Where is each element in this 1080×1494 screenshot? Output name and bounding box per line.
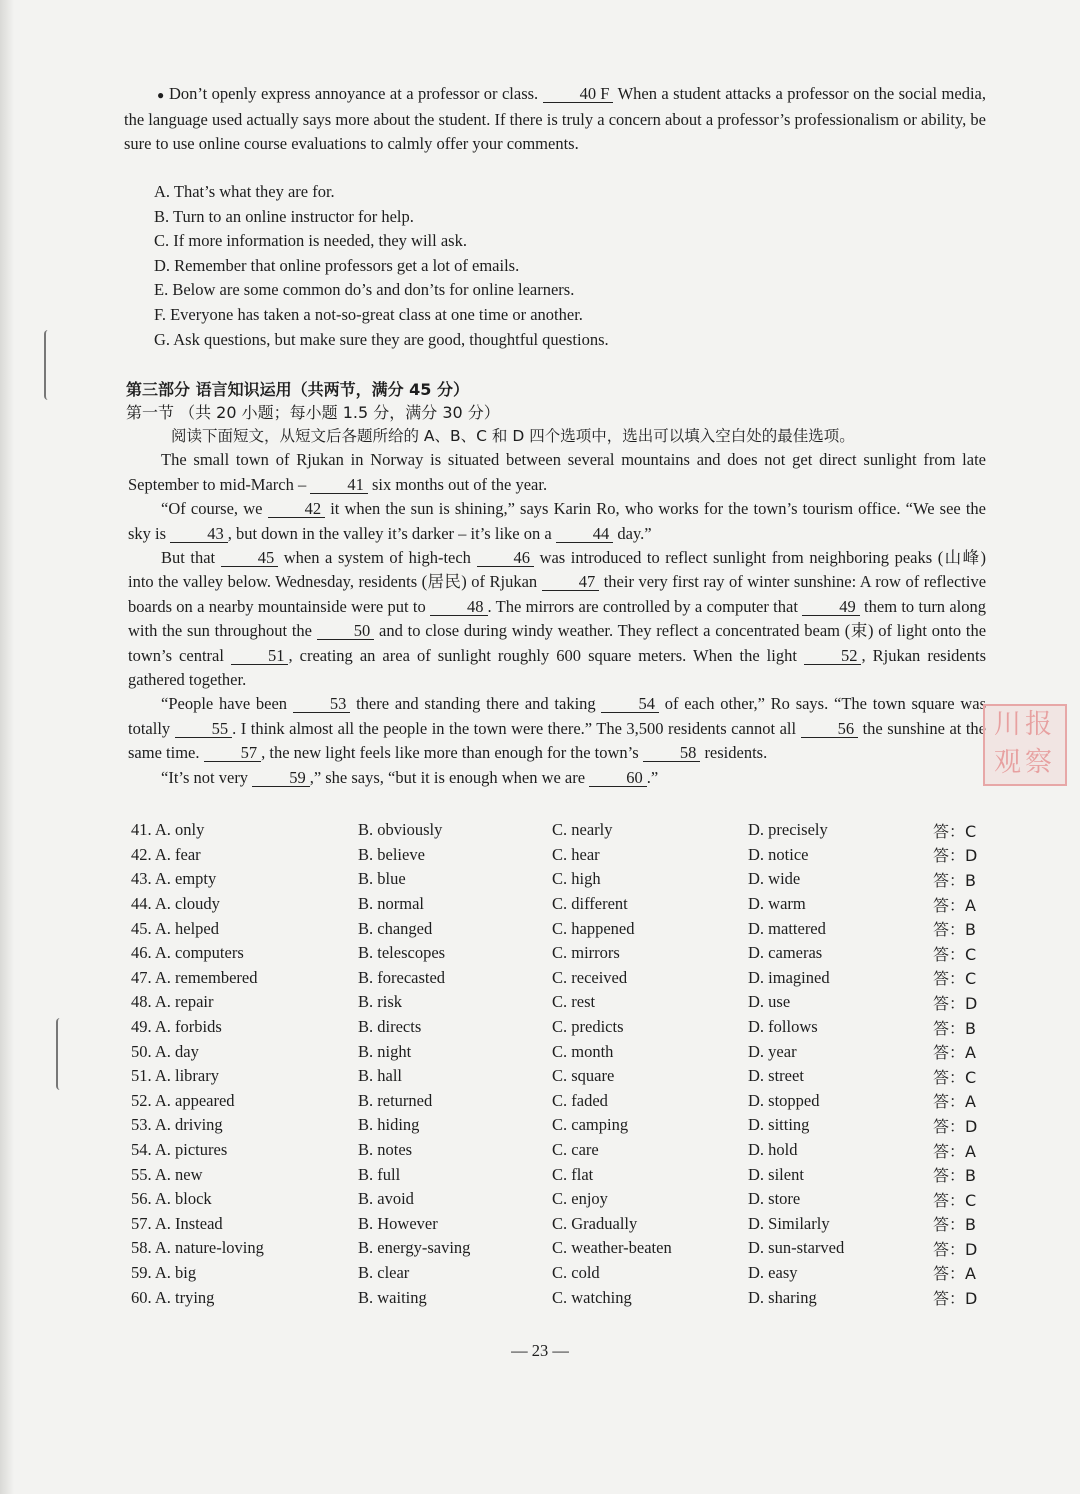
option-b: B. returned xyxy=(358,1090,433,1110)
answer-label: 答：A xyxy=(933,1092,976,1112)
blank-42: 42 xyxy=(268,500,326,518)
option-b: B. night xyxy=(358,1041,412,1061)
blank-53: 53 xyxy=(293,695,351,713)
blank-49: 49 xyxy=(802,598,860,616)
blank-47: 47 xyxy=(542,573,600,591)
blank-52: 52 xyxy=(804,647,862,665)
watermark-stamp: 川报观察 xyxy=(983,704,1067,786)
instruction: 阅读下面短文，从短文后各题所给的 A、B、C 和 D 四个选项中，选出可以填入空白处的最佳选项。 xyxy=(171,427,855,445)
option-item: F. Everyone has taken a not-so-great class at one time or another. xyxy=(154,304,583,324)
blank-54: 54 xyxy=(601,695,659,713)
option-d: D. use xyxy=(748,992,791,1012)
option-b: B. avoid xyxy=(358,1189,414,1209)
option-d: D. cameras xyxy=(748,943,823,963)
answer-label: 答：B xyxy=(933,920,976,940)
option-a: 50. A. day xyxy=(131,1041,199,1061)
question-row xyxy=(131,966,991,991)
option-d: D. store xyxy=(748,1189,801,1209)
question-row xyxy=(131,1113,991,1138)
answer-label: 答：D xyxy=(933,1289,978,1309)
option-a: 60. A. trying xyxy=(131,1287,215,1307)
option-b: B. forecasted xyxy=(358,967,446,987)
question-row xyxy=(131,867,991,892)
margin-mark xyxy=(44,330,52,400)
question-row xyxy=(131,1187,991,1212)
blank-41: 41 xyxy=(310,476,368,494)
option-c: C. happened xyxy=(552,918,635,938)
blank-60: 60 xyxy=(589,769,647,787)
option-c: C. watching xyxy=(552,1287,632,1307)
option-d: D. Similarly xyxy=(748,1213,830,1233)
option-a: 58. A. nature-loving xyxy=(131,1238,264,1258)
blank-56: 56 xyxy=(801,720,859,738)
option-a: 59. A. big xyxy=(131,1262,197,1282)
passage-paragraph: “It’s not very 59 ,” she says, “but it is enough when we are 60 .” xyxy=(161,767,659,787)
option-item: A. That’s what they are for. xyxy=(154,182,335,201)
option-d: D. sitting xyxy=(748,1115,810,1135)
option-c: C. predicts xyxy=(552,1017,624,1037)
question-row xyxy=(131,1162,991,1187)
option-a: 56. A. block xyxy=(131,1189,212,1209)
option-c: C. month xyxy=(552,1041,614,1061)
option-a: 49. A. forbids xyxy=(131,1017,222,1037)
blank-59: 59 xyxy=(252,769,310,787)
option-a: 53. A. driving xyxy=(131,1115,223,1135)
part-title: 第三部分 语言知识运用（共两节，满分 45 分） xyxy=(126,380,469,399)
part-three-heading xyxy=(126,378,500,424)
option-b: B. energy-saving xyxy=(358,1238,471,1258)
option-a: 46. A. computers xyxy=(131,943,244,963)
answer-label: 答：C xyxy=(933,1190,977,1210)
option-d: D. year xyxy=(748,1041,797,1061)
option-d: D. notice xyxy=(748,844,809,864)
option-item: B. Turn to an online instructor for help. xyxy=(154,206,414,226)
option-item: C. If more information is needed, they will ask. xyxy=(154,231,467,251)
blank-57: 57 xyxy=(204,744,262,762)
option-c: C. Gradually xyxy=(552,1213,638,1233)
option-d: D. wide xyxy=(748,869,801,889)
answer-label: 答：C xyxy=(933,821,977,841)
option-d: D. silent xyxy=(748,1164,804,1184)
option-d: D. stopped xyxy=(748,1090,820,1110)
option-c: C. received xyxy=(552,967,628,987)
option-a: 51. A. library xyxy=(131,1066,219,1086)
option-d: D. warm xyxy=(748,894,806,914)
question-row xyxy=(131,1285,991,1310)
passage-paragraph: “People have been 53 there and standing there and taking 54 of each other,” Ro says. “The town square was totally 55 . I think almost all the people in the town were there.” The 3,500 residents cannot all 56 the sunshine at the same time. 57 , the new light feels like more than enough for the town’s 58 residents. xyxy=(128,694,986,763)
option-b: B. telescopes xyxy=(358,943,446,963)
option-c: C. mirrors xyxy=(552,943,620,963)
option-a: 41. A. only xyxy=(131,820,205,840)
option-item: G. Ask questions, but make sure they are good, thoughtful questions. xyxy=(154,329,609,349)
option-item: E. Below are some common do’s and don’ts for online learners. xyxy=(154,280,575,300)
option-c: C. faded xyxy=(552,1090,608,1110)
option-a: 45. A. helped xyxy=(131,918,219,938)
option-c: C. camping xyxy=(552,1115,629,1135)
option-b: B. believe xyxy=(358,844,425,864)
section-title: 第一节 （共 20 小题；每小题 1.5 分，满分 30 分） xyxy=(126,403,500,422)
answer-label: 答：C xyxy=(933,1067,977,1087)
question-row xyxy=(131,843,991,868)
passage-paragraph: “Of course, we 42 it when the sun is shining,” says Karin Ro, who works for the town’s tourism office. “We see the sky is 43 , but down in the valley it’s darker – it’s like on a 44 day.” xyxy=(128,499,987,543)
option-a: 42. A. fear xyxy=(131,844,201,864)
option-list xyxy=(154,180,609,352)
option-c: C. different xyxy=(552,894,628,914)
option-b: B. clear xyxy=(358,1262,410,1282)
option-a: 54. A. pictures xyxy=(131,1140,228,1160)
option-b: B. changed xyxy=(358,918,433,938)
option-a: 47. A. remembered xyxy=(131,967,258,987)
answer-label: 答：B xyxy=(933,1018,976,1038)
option-d: D. hold xyxy=(748,1140,798,1160)
option-c: C. cold xyxy=(552,1262,600,1282)
question-row xyxy=(131,818,991,843)
option-b: B. hiding xyxy=(358,1115,420,1135)
option-a: 43. A. empty xyxy=(131,869,217,889)
blank-40: 40 F xyxy=(543,85,614,103)
question-row xyxy=(131,1015,991,1040)
answer-label: 答：D xyxy=(933,1239,978,1259)
answer-label: 答：A xyxy=(933,1141,976,1161)
answer-label: 答：C xyxy=(933,944,977,964)
option-d: D. sharing xyxy=(748,1287,817,1307)
option-d: D. sun-starved xyxy=(748,1238,845,1258)
option-a: 48. A. repair xyxy=(131,992,214,1012)
option-c: C. care xyxy=(552,1140,599,1160)
question-row xyxy=(131,1236,991,1261)
answer-label: 答：B xyxy=(933,1215,976,1235)
option-a: 52. A. appeared xyxy=(131,1090,235,1110)
answer-label: 答：A xyxy=(933,1264,976,1284)
option-a: 44. A. cloudy xyxy=(131,894,220,914)
bullet-paragraph: ● Don’t openly express annoyance at a professor or class. 40 F When a student attacks a professor on the social media, the language used actually says more about the student. If there is truly a concern about a professor’s professionalism or ability, be sure to use online course evaluations to calmly offer your comments. xyxy=(124,84,986,153)
blank-55: 55 xyxy=(175,720,233,738)
answer-label: 答：D xyxy=(933,1116,978,1136)
answer-label: 答：A xyxy=(933,895,976,915)
option-d: D. mattered xyxy=(748,918,826,938)
option-d: D. street xyxy=(748,1066,804,1086)
page-number: — 23 — xyxy=(511,1341,569,1360)
blank-45: 45 xyxy=(221,549,279,567)
option-b: B. hall xyxy=(358,1066,402,1086)
option-c: C. flat xyxy=(552,1164,594,1184)
blank-50: 50 xyxy=(317,622,375,640)
blank-43: 43 xyxy=(170,525,228,543)
scan-edge-shadow xyxy=(0,0,14,1494)
option-c: C. square xyxy=(552,1066,615,1086)
answer-label: 答：D xyxy=(933,993,978,1013)
option-b: B. risk xyxy=(358,992,403,1012)
question-row xyxy=(131,990,991,1015)
option-b: B. full xyxy=(358,1164,401,1184)
option-b: B. directs xyxy=(358,1017,422,1037)
option-b: B. notes xyxy=(358,1140,413,1160)
option-d: D. precisely xyxy=(748,820,828,840)
answer-label: 答：A xyxy=(933,1043,976,1063)
option-b: B. waiting xyxy=(358,1287,427,1307)
cloze-passage xyxy=(128,424,986,790)
question-row xyxy=(131,1138,991,1163)
passage-paragraph: But that 45 when a system of high-tech 46 was introduced to reflect sunlight from neighboring peaks (山峰) into the valley below. Wednesday, residents (居民) of Rjukan 47 their very first ray of winter sunshine: A row of reflective boards on a nearby mountainside were put to 48 . The mirrors are controlled by a computer that 49 them to turn along with the sun throughout the 50 and to close during windy weather. They reflect a concentrated beam (束) of light onto the town’s central 51 , creating an area of sunlight roughly 600 square meters. When the light 52 , Rjukan residents gathered together. xyxy=(128,548,987,690)
margin-mark xyxy=(56,1018,64,1090)
passage-paragraph: The small town of Rjukan in Norway is situated between several mountains and does not get direct sunlight from late September to mid-March – 41 six months out of the year. xyxy=(128,450,986,494)
answer-label: 答：C xyxy=(933,969,977,989)
option-b: B. normal xyxy=(358,894,424,914)
blank-51: 51 xyxy=(231,647,289,665)
question-row xyxy=(131,941,991,966)
question-grid xyxy=(131,818,991,1310)
blank-48: 48 xyxy=(430,598,488,616)
blank-46: 46 xyxy=(477,549,535,567)
option-c: C. high xyxy=(552,869,601,889)
option-b: B. blue xyxy=(358,869,406,889)
question-row xyxy=(131,1064,991,1089)
bullet-icon: ● xyxy=(157,88,165,102)
question-row xyxy=(131,916,991,941)
answer-label: 答：B xyxy=(933,870,976,890)
option-a: 55. A. new xyxy=(131,1164,203,1184)
blank-44: 44 xyxy=(556,525,614,543)
option-c: C. rest xyxy=(552,992,596,1012)
answer-label: 答：B xyxy=(933,1166,976,1186)
question-row xyxy=(131,1039,991,1064)
option-b: B. obviously xyxy=(358,820,443,840)
question-row xyxy=(131,1261,991,1286)
option-item: D. Remember that online professors get a lot of emails. xyxy=(154,255,520,275)
question-row xyxy=(131,1089,991,1114)
answer-label: 答：D xyxy=(933,846,978,866)
option-d: D. imagined xyxy=(748,967,830,987)
option-c: C. nearly xyxy=(552,820,613,840)
option-c: C. enjoy xyxy=(552,1189,608,1209)
option-d: D. follows xyxy=(748,1017,818,1037)
blank-58: 58 xyxy=(643,744,701,762)
question-row xyxy=(131,1212,991,1237)
option-c: C. weather-beaten xyxy=(552,1238,672,1258)
option-d: D. easy xyxy=(748,1262,798,1282)
option-b: B. However xyxy=(358,1213,438,1233)
option-a: 57. A. Instead xyxy=(131,1213,223,1233)
question-row xyxy=(131,892,991,917)
option-c: C. hear xyxy=(552,844,600,864)
